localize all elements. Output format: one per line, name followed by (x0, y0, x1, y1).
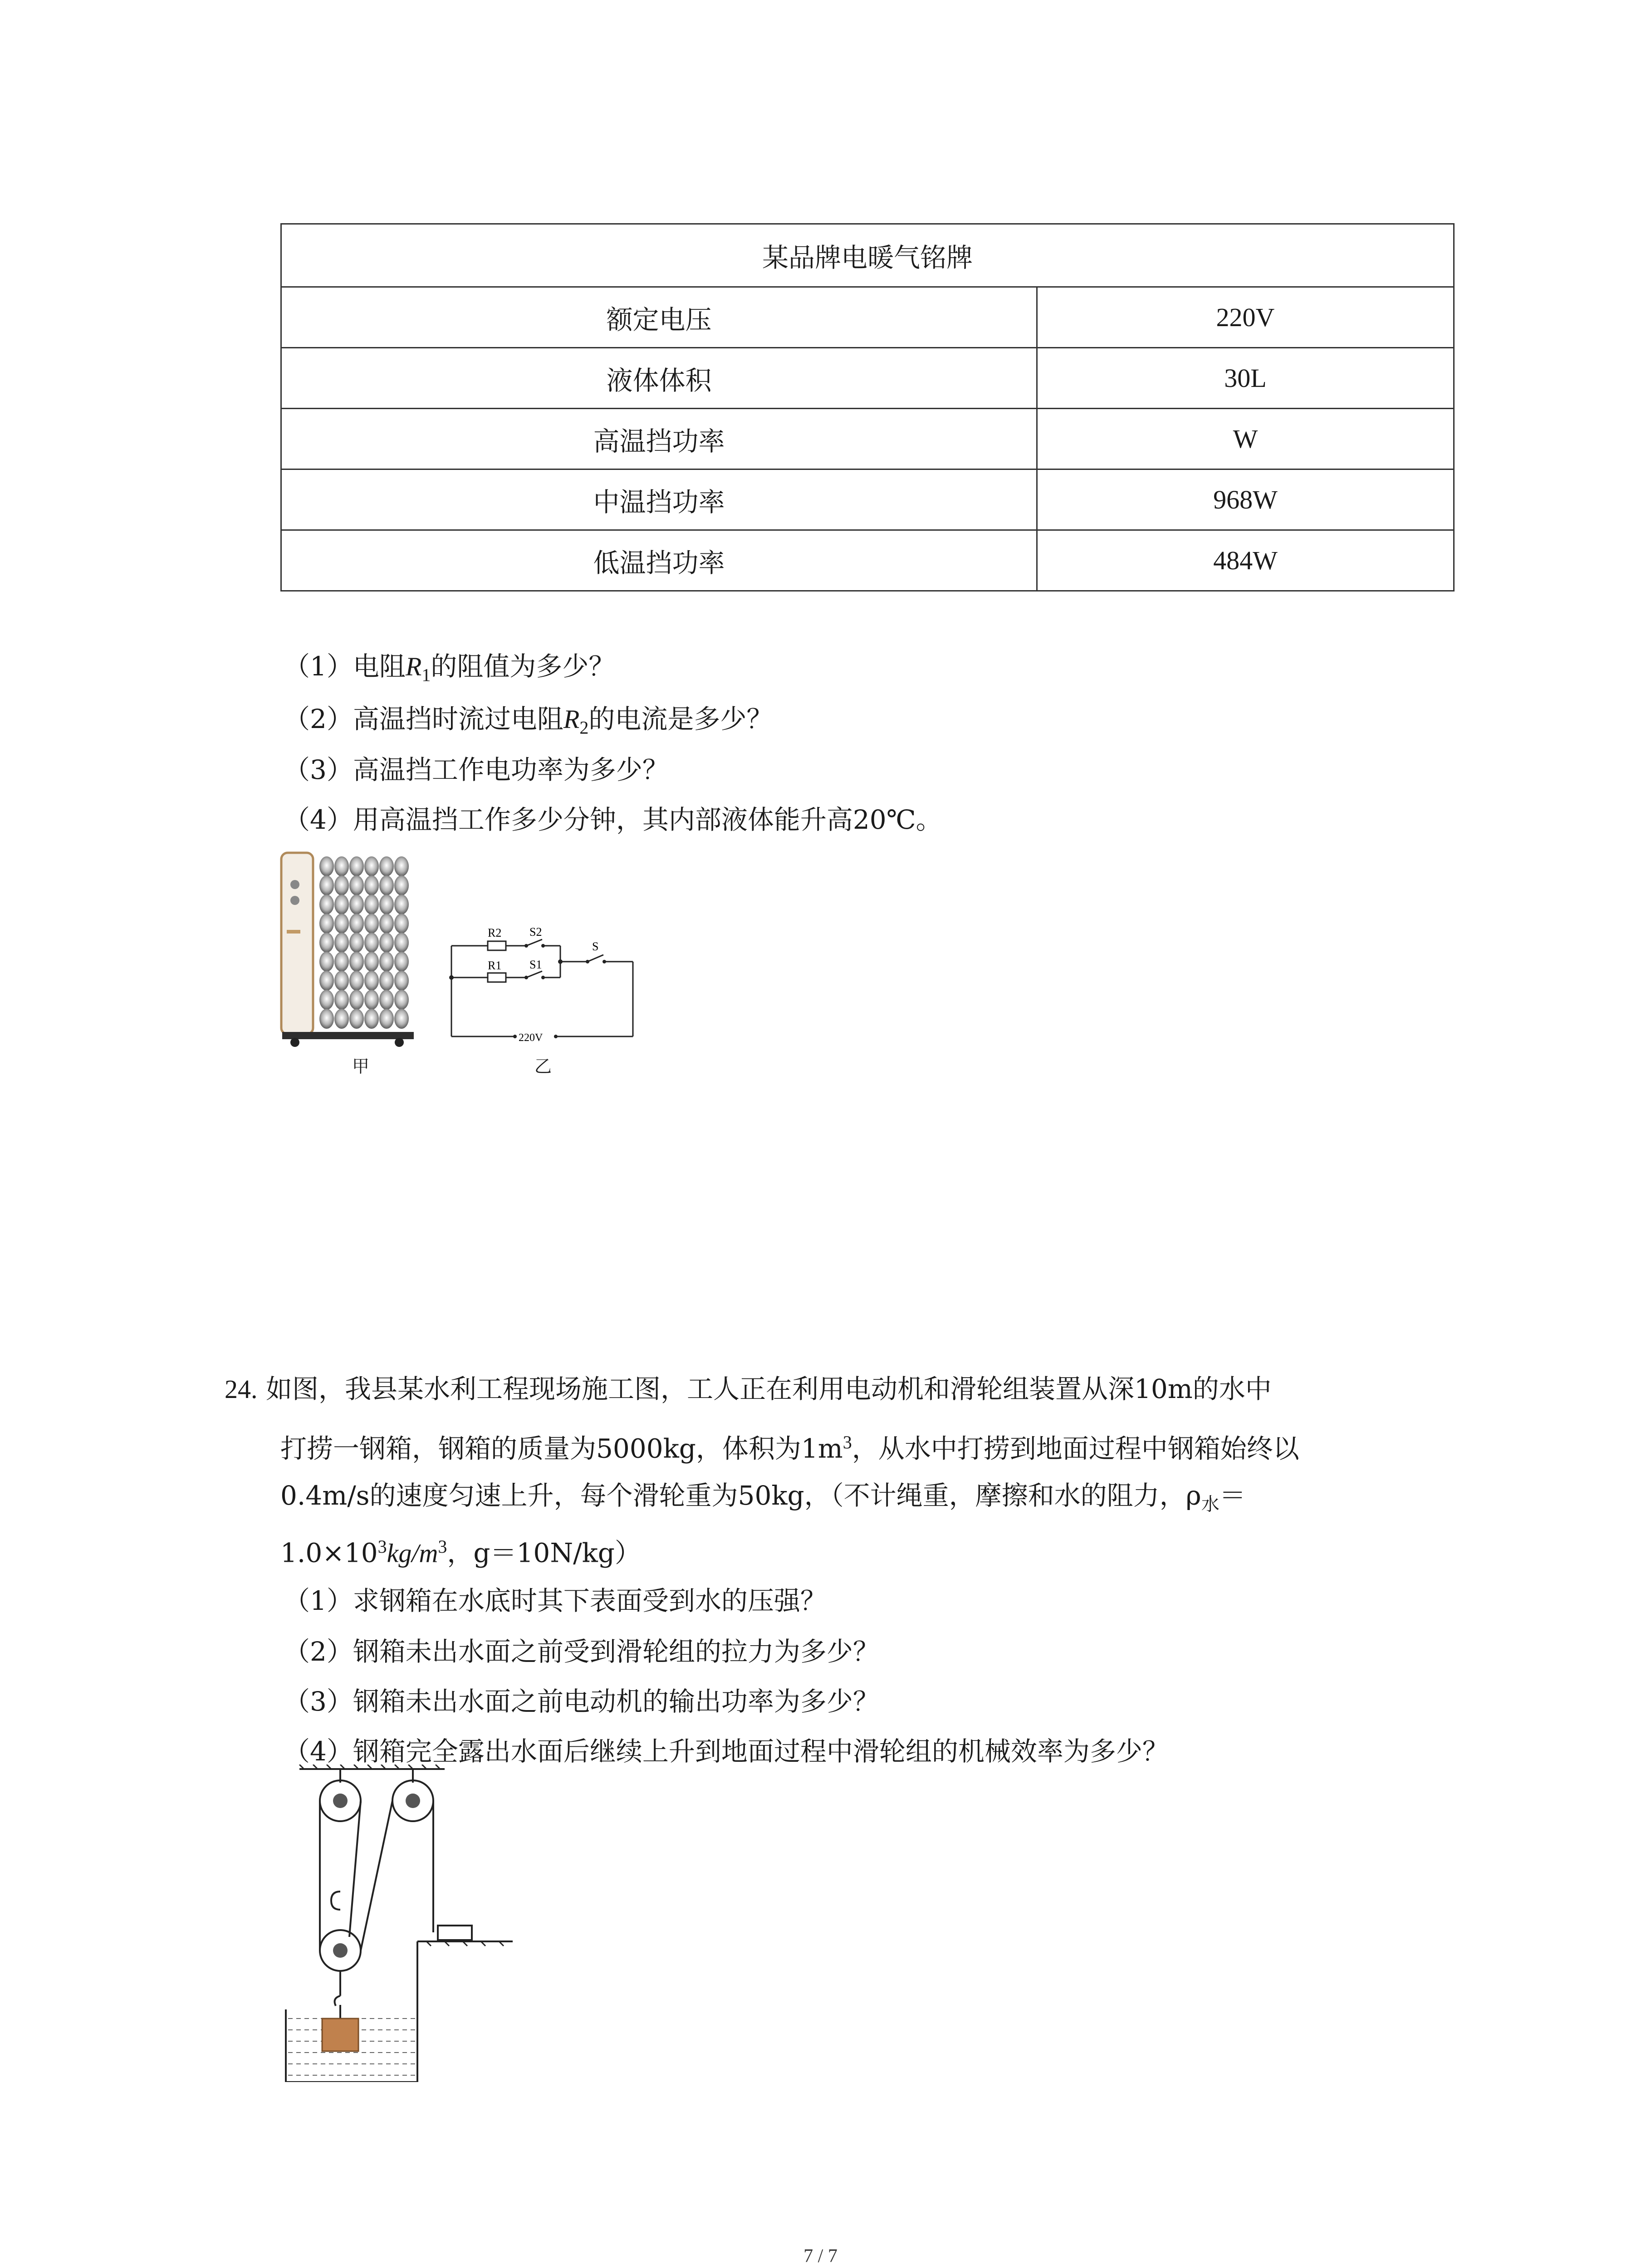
s2-label: S2 (529, 925, 542, 938)
table-title: 某品牌电暖气铭牌 (281, 224, 1454, 287)
s-label: S (592, 940, 599, 953)
table-row (281, 409, 1454, 469)
row-value: W (1037, 409, 1454, 469)
heater-fin (319, 914, 334, 934)
q24-line-1 (225, 1376, 1272, 1403)
heater-fin (379, 1009, 394, 1029)
table-row (281, 348, 1454, 409)
q24-line-3 (280, 1482, 1246, 1514)
heater-fin (319, 971, 334, 991)
heater-fin (334, 856, 349, 876)
row-label: 低温挡功率 (281, 530, 1037, 591)
table-row (281, 469, 1454, 530)
q24-line-4 (280, 1536, 641, 1569)
q24-line4-c: ，g＝10N/kg） (447, 1537, 641, 1569)
heater-fin (349, 894, 364, 914)
heater-fin (364, 914, 379, 934)
q23-item-1 (284, 653, 615, 684)
heater-fin (334, 1009, 349, 1029)
heater-illustration (277, 848, 422, 1048)
heater-fin (394, 990, 409, 1010)
heater-fin (379, 914, 394, 934)
heater-fin (364, 952, 379, 972)
pulley-diagram (281, 1765, 535, 2082)
heater-fin (364, 933, 379, 953)
heater-fin (364, 971, 379, 991)
heater-fin (379, 856, 394, 876)
heater-fin (319, 894, 334, 914)
row-label: 高温挡功率 (281, 409, 1037, 469)
table-title-row (281, 224, 1454, 287)
heater-fin (364, 875, 379, 895)
heater-fin (319, 856, 334, 876)
heater-fin (364, 1009, 379, 1029)
r2-label: R2 (488, 926, 502, 939)
voltage-label: 220V (519, 1032, 543, 1044)
heater-fin (394, 914, 409, 934)
row-value: 968W (1037, 469, 1454, 530)
row-label: 额定电压 (281, 287, 1037, 348)
heater-fin (379, 894, 394, 914)
var-r: R (405, 652, 422, 681)
row-value: 220V (1037, 287, 1454, 348)
r1-label: R1 (488, 959, 502, 972)
heater-fin (394, 933, 409, 953)
heater-fin (349, 990, 364, 1010)
q24-item-1: （1）求钢箱在水底时其下表面受到水的压强？ (284, 1585, 827, 1616)
heater-fin (394, 1009, 409, 1029)
heater-fin (334, 990, 349, 1010)
q24-item-4: （4）钢箱完全露出水面后继续上升到地面过程中滑轮组的机械效率为多少？ (284, 1736, 1169, 1767)
q23-item-2 (284, 706, 773, 737)
q24-line4-sup2: 3 (438, 1536, 447, 1557)
heater-fin (379, 875, 394, 895)
row-label: 中温挡功率 (281, 469, 1037, 530)
heater-fin (349, 952, 364, 972)
page-number: 7 / 7 (803, 2246, 838, 2267)
var-sub: 1 (421, 665, 431, 685)
q24-line3-text: 0.4m/s的速度匀速上升，每个滑轮重为50kg，（不计绳重，摩擦和水的阻力，ρ (280, 1480, 1201, 1511)
q23-item-4: （4）用高温挡工作多少分钟，其内部液体能升高20℃。 (284, 804, 942, 835)
q24-line4-sup1: 3 (377, 1536, 387, 1557)
heater-fin (334, 894, 349, 914)
heater-fin (379, 990, 394, 1010)
q23-item-2-suffix: 的电流是多少？ (588, 704, 773, 734)
heater-fin (394, 875, 409, 895)
heater-fin (364, 856, 379, 876)
heater-fin (319, 875, 334, 895)
heater-fin (349, 875, 364, 895)
table-row (281, 530, 1454, 591)
heater-fin (349, 933, 364, 953)
heater-fin (379, 933, 394, 953)
figure-b-caption: 乙 (534, 1056, 552, 1076)
q23-item-2-prefix: （2）高温挡时流过电阻 (284, 704, 563, 734)
q24-line4-b: kg/m (387, 1538, 438, 1568)
q24-item-3: （3）钢箱未出水面之前电动机的输出功率为多少？ (284, 1686, 879, 1717)
q23-item-3: （3）高温挡工作电功率为多少？ (284, 754, 669, 785)
heater-fin (379, 971, 394, 991)
heater-fin (349, 914, 364, 934)
q24-line4-a: 1.0×10 (280, 1537, 378, 1569)
heater-fin (394, 856, 409, 876)
var-r: R (563, 704, 580, 734)
heater-fin (349, 971, 364, 991)
heater-fin (364, 894, 379, 914)
heater-fin (394, 894, 409, 914)
q24-line-2 (280, 1432, 1299, 1464)
row-value: 484W (1037, 530, 1454, 591)
row-value: 30L (1037, 348, 1454, 409)
q23-item-1-prefix: （1）电阻 (284, 651, 406, 682)
heater-fin (334, 971, 349, 991)
heater-fin (349, 856, 364, 876)
heater-fin (319, 1009, 334, 1029)
heater-fin (394, 952, 409, 972)
nameplate-table (280, 223, 1455, 591)
row-label: 液体体积 (281, 348, 1037, 409)
q23-item-1-suffix: 的阻值为多少？ (431, 651, 615, 682)
heater-fin (319, 990, 334, 1010)
q24-item-2: （2）钢箱未出水面之前受到滑轮组的拉力为多少？ (284, 1636, 879, 1667)
heater-fin (334, 933, 349, 953)
q24-line3-sub: 水 (1201, 1494, 1220, 1515)
heater-fin (394, 971, 409, 991)
heater-fin (379, 952, 394, 972)
heater-fin (334, 914, 349, 934)
heater-fin (319, 952, 334, 972)
var-sub: 2 (579, 717, 589, 738)
q24-line2-a: 打捞一钢箱，钢箱的质量为5000kg，体积为1m (280, 1433, 843, 1464)
heater-fin (364, 990, 379, 1010)
heater-fin (334, 952, 349, 972)
q24-line1-text: 如图，我县某水利工程现场施工图，工人正在利用电动机和滑轮组装置从深10m的水中 (265, 1374, 1272, 1404)
q24-number: 24. (225, 1374, 258, 1404)
q24-line3-end: ＝ (1219, 1480, 1246, 1511)
s1-label: S1 (529, 958, 542, 971)
q24-line2-sup: 3 (843, 1432, 852, 1452)
heater-fin (349, 1009, 364, 1029)
heater-fin (319, 933, 334, 953)
figure-a-caption: 甲 (352, 1056, 370, 1076)
circuit-diagram (442, 919, 642, 1050)
q24-line2-b: ，从水中打捞到地面过程中钢箱始终以 (852, 1433, 1299, 1464)
heater-fin (334, 875, 349, 895)
table-row (281, 287, 1454, 348)
